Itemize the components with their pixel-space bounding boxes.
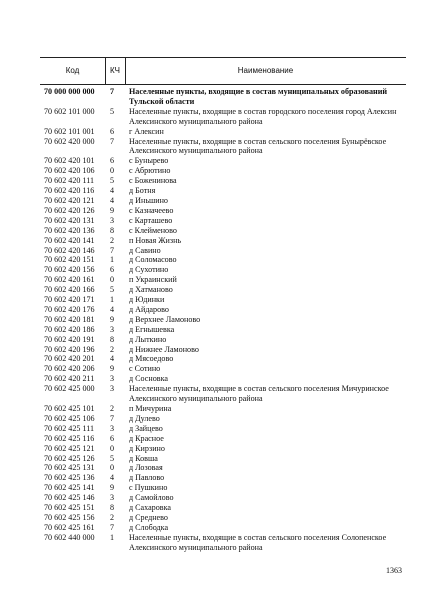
row-name: д Дулево [129, 413, 160, 423]
row-kch: 9 [110, 205, 115, 215]
row-kch: 0 [110, 166, 115, 176]
row-code: 70 602 420 131 [44, 215, 95, 225]
table-row [40, 226, 406, 236]
row-name: Населенные пункты, входящие в состав сельского поселения Солопенское Алексинского муниципального района [129, 532, 387, 552]
row-name: г Алексин [129, 126, 164, 136]
row-kch: 5 [110, 285, 115, 295]
table-row [40, 246, 406, 256]
row-code: 70 602 420 176 [44, 304, 95, 314]
row-kch: 2 [110, 512, 115, 522]
row-kch: 4 [110, 473, 115, 483]
row-code: 70 602 420 146 [44, 245, 95, 255]
table-row [40, 404, 406, 414]
row-code: 70 602 440 000 [44, 532, 95, 542]
table-row [40, 414, 406, 424]
table-row [40, 295, 406, 305]
row-name: д Среднево [129, 512, 168, 522]
row-code: 70 000 000 000 [44, 87, 95, 96]
table-row [40, 196, 406, 206]
row-name: д Сахаровка [129, 503, 171, 513]
table-row [40, 374, 406, 384]
row-name: д Сосновка [129, 374, 168, 384]
row-kch: 3 [110, 324, 115, 334]
row-code: 70 602 420 181 [44, 314, 95, 324]
row-kch: 5 [110, 453, 115, 463]
row-kch: 1 [110, 255, 115, 265]
row-kch: 1 [110, 295, 115, 305]
row-code: 70 602 425 111 [44, 423, 94, 433]
table-row [40, 444, 406, 454]
row-code: 70 602 420 156 [44, 265, 95, 275]
row-kch: 2 [110, 404, 115, 413]
table-row [40, 354, 406, 364]
table-row [40, 166, 406, 176]
table-row [40, 127, 406, 137]
table-row [40, 87, 406, 107]
row-code: 70 602 101 000 [44, 106, 95, 116]
row-name: с Карташево [129, 215, 173, 225]
row-name: д Ботня [129, 186, 156, 196]
row-code: 70 602 425 126 [44, 453, 95, 463]
row-name: д Нижнее Ламоново [129, 344, 199, 354]
row-name: д Ковша [129, 453, 158, 463]
table-row [40, 513, 406, 523]
row-kch: 8 [110, 225, 115, 235]
row-kch: 6 [110, 265, 115, 275]
table-row [40, 335, 406, 345]
row-code: 70 602 420 101 [44, 156, 95, 166]
row-code: 70 602 420 186 [44, 324, 95, 334]
row-name: п Украинский [129, 275, 177, 285]
row-kch: 6 [110, 156, 115, 166]
row-name: д Айдарово [129, 304, 169, 314]
header-divider [105, 58, 106, 84]
row-kch: 4 [110, 186, 115, 196]
row-code: 70 602 425 141 [44, 483, 95, 493]
table-row [40, 493, 406, 503]
table-row [40, 107, 406, 127]
row-kch: 4 [110, 195, 115, 205]
row-kch: 9 [110, 314, 115, 324]
row-code: 70 602 425 146 [44, 493, 95, 503]
table-row [40, 483, 406, 493]
table-row [40, 285, 406, 295]
header-kch: КЧ [110, 66, 120, 75]
row-kch: 5 [110, 176, 115, 186]
row-name: д Кирзино [129, 443, 165, 453]
table-row [40, 176, 406, 186]
row-code: 70 602 425 000 [44, 384, 95, 394]
row-kch: 9 [110, 483, 115, 493]
row-name: с Абрютино [129, 166, 171, 176]
table-row [40, 216, 406, 226]
table-row [40, 265, 406, 275]
row-name: д Егнышевка [129, 324, 175, 334]
row-name: д Самойлово [129, 493, 174, 503]
row-code: 70 602 101 001 [44, 126, 95, 136]
row-code: 70 602 425 106 [44, 413, 95, 423]
row-code: 70 602 420 151 [44, 255, 95, 265]
row-kch: 3 [110, 374, 115, 384]
row-code: 70 602 425 151 [44, 503, 95, 513]
row-code: 70 602 420 206 [44, 364, 95, 374]
row-code: 70 602 420 196 [44, 344, 95, 354]
row-kch: 7 [110, 413, 115, 423]
row-name: д Хатманово [129, 285, 173, 295]
row-name: с Пушкино [129, 483, 168, 493]
row-kch: 0 [110, 275, 115, 285]
row-code: 70 602 420 191 [44, 334, 95, 344]
row-name: д Красное [129, 433, 164, 443]
table-header [40, 57, 406, 85]
page-number: 1363 [386, 566, 402, 575]
header-code: Код [65, 66, 80, 75]
table-row [40, 206, 406, 216]
row-code: 70 602 425 131 [44, 463, 95, 473]
table-row [40, 454, 406, 464]
row-code: 70 602 420 161 [44, 275, 95, 285]
table-row [40, 255, 406, 265]
table-row [40, 325, 406, 335]
row-kch: 2 [110, 235, 115, 245]
row-kch: 7 [110, 245, 115, 255]
row-name: д Зайцево [129, 423, 163, 433]
row-code: 70 602 420 211 [44, 374, 95, 384]
row-kch: 5 [110, 106, 115, 116]
table-row [40, 236, 406, 246]
row-code: 70 602 420 136 [44, 225, 95, 235]
table-row [40, 305, 406, 315]
table-row [40, 186, 406, 196]
row-name: д Павлово [129, 473, 165, 483]
table-row [40, 315, 406, 325]
table-row [40, 156, 406, 166]
table-row [40, 345, 406, 355]
table-row [40, 364, 406, 374]
row-name: с Клейменово [129, 225, 177, 235]
row-name: д Слободка [129, 522, 169, 532]
row-name: д Юдинки [129, 295, 165, 305]
row-name: п Новая Жизнь [129, 235, 182, 245]
row-code: 70 602 420 116 [44, 186, 95, 196]
row-code: 70 602 420 166 [44, 285, 95, 295]
row-kch: 7 [110, 136, 115, 146]
row-name: д Мясоедово [129, 354, 174, 364]
table-row [40, 424, 406, 434]
table-row [40, 503, 406, 513]
row-code: 70 602 425 161 [44, 522, 95, 532]
table-row [40, 275, 406, 285]
row-name: Населенные пункты, входящие в состав сельского поселения Мичуринское Алексинского муниципального района [129, 384, 389, 404]
row-kch: 4 [110, 354, 115, 364]
row-kch: 7 [110, 522, 115, 532]
row-name: Населенные пункты, входящие в состав муниципальных образований Тульской области [129, 87, 388, 106]
row-name: Населенные пункты, входящие в состав городского поселения город Алексин Алексинского муниципального района [129, 106, 397, 126]
row-code: 70 602 425 156 [44, 512, 95, 522]
row-code: 70 602 420 141 [44, 235, 95, 245]
row-code: 70 602 420 111 [44, 176, 94, 186]
header-divider [125, 58, 126, 84]
row-code: 70 602 420 201 [44, 354, 95, 364]
row-name: д Верхнее Ламоново [129, 314, 201, 324]
row-kch: 8 [110, 503, 115, 513]
row-code: 70 602 425 136 [44, 473, 95, 483]
row-kch: 6 [110, 126, 115, 136]
row-name: Населенные пункты, входящие в состав сельского поселения Бунырёвское Алексинского муниципального района [129, 136, 387, 156]
row-name: д Лыткино [129, 334, 167, 344]
row-name: д Лозовая [129, 463, 163, 473]
table-row [40, 137, 406, 157]
table-row [40, 384, 406, 404]
table-row [40, 523, 406, 533]
row-kch: 1 [110, 532, 115, 542]
row-kch: 3 [110, 423, 115, 433]
row-name: с Казначеево [129, 205, 174, 215]
row-kch: 3 [110, 215, 115, 225]
row-code: 70 602 420 000 [44, 136, 95, 146]
row-code: 70 602 420 121 [44, 195, 95, 205]
row-code: 70 602 420 126 [44, 205, 95, 215]
row-kch: 6 [110, 433, 115, 443]
row-kch: 7 [110, 87, 115, 96]
row-name: п Мичурина [129, 404, 172, 413]
row-kch: 8 [110, 334, 115, 344]
row-kch: 4 [110, 304, 115, 314]
row-kch: 3 [110, 493, 115, 503]
table-row [40, 473, 406, 483]
row-name: д Савино [129, 245, 161, 255]
table-body [40, 87, 406, 553]
row-kch: 0 [110, 463, 115, 473]
row-name: д Иньшино [129, 195, 168, 205]
row-code: 70 602 425 116 [44, 433, 95, 443]
row-code: 70 602 425 121 [44, 443, 95, 453]
row-name: с Боженинова [129, 176, 177, 186]
row-name: д Соломасово [129, 255, 177, 265]
row-code: 70 602 425 101 [44, 404, 95, 413]
table-row [40, 533, 406, 553]
row-name: с Сотино [129, 364, 161, 374]
table-row [40, 434, 406, 444]
header-name: Наименование [237, 66, 294, 75]
row-name: д Сухотино [129, 265, 169, 275]
row-kch: 3 [110, 384, 115, 394]
row-code: 70 602 420 106 [44, 166, 95, 176]
table-row [40, 463, 406, 473]
row-kch: 2 [110, 344, 115, 354]
row-kch: 9 [110, 364, 115, 374]
row-code: 70 602 420 171 [44, 295, 95, 305]
row-kch: 0 [110, 443, 115, 453]
row-name: с Бунырево [129, 156, 169, 166]
